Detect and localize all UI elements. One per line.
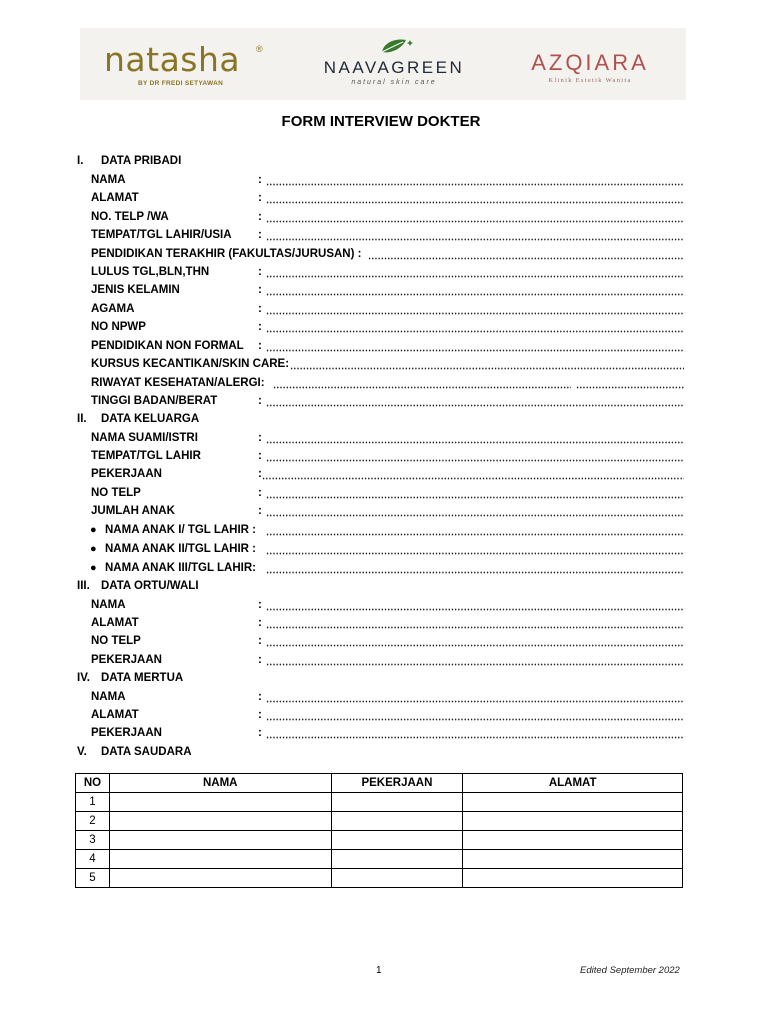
section-number: I. [77, 155, 84, 167]
natasha-logo [104, 40, 264, 90]
field-colon: : [258, 727, 262, 739]
field-colon: : [258, 266, 262, 278]
fill-in-line[interactable] [266, 596, 684, 614]
field-label: AGAMA [91, 303, 135, 315]
field-colon: : [258, 321, 262, 333]
field-colon: : [258, 599, 262, 611]
field-label: NAMA [91, 174, 126, 186]
natasha-logo-text: natasha [104, 40, 241, 79]
fill-in-line[interactable] [266, 281, 684, 299]
section-title: DATA SAUDARA [101, 746, 192, 758]
section-title: DATA MERTUA [101, 672, 184, 684]
field-label: PEKERJAAN [91, 468, 162, 480]
azqiara-logo-text: AZQIARA [531, 50, 649, 75]
field-colon: : [258, 617, 262, 629]
row-number: 2 [76, 812, 110, 831]
field-colon: : [258, 487, 262, 499]
field-colon: : [258, 468, 262, 480]
fill-in-line[interactable] [266, 502, 684, 520]
table-row [76, 850, 683, 869]
table-row [76, 869, 683, 888]
field-label: NO TELP [91, 635, 141, 647]
field-label: ALAMAT [91, 709, 139, 721]
fill-in-line[interactable] [266, 706, 684, 724]
section-number: IV. [77, 672, 91, 684]
field-label: JUMLAH ANAK [91, 505, 175, 517]
field-colon: : [258, 192, 262, 204]
edited-date: Edited September 2022 [580, 965, 680, 976]
section-number: V. [77, 746, 87, 758]
row-number: 3 [76, 831, 110, 850]
field-label: NO NPWP [91, 321, 146, 333]
fill-in-line[interactable] [266, 263, 684, 281]
field-label: RIWAYAT KESEHATAN/ALERGI: [91, 377, 265, 389]
nama-cell[interactable] [109, 869, 331, 888]
field-colon: : [258, 211, 262, 223]
table-row [76, 812, 683, 831]
alamat-cell[interactable] [463, 812, 683, 831]
fill-in-line[interactable] [266, 484, 684, 502]
field-label: ALAMAT [91, 192, 139, 204]
section-number: II. [77, 413, 87, 425]
fill-in-line[interactable] [266, 429, 684, 447]
section-number: III. [77, 580, 90, 592]
field-colon: : [258, 229, 262, 241]
field-label: JENIS KELAMIN [91, 284, 180, 296]
fill-in-line[interactable] [266, 189, 684, 207]
field-colon: : [258, 340, 262, 352]
fill-in-line[interactable] [266, 208, 684, 226]
fill-in-line[interactable] [266, 337, 684, 355]
fill-in-line[interactable] [266, 614, 684, 632]
pekerjaan-cell[interactable] [331, 869, 463, 888]
field-label: NAMA SUAMI/ISTRI [91, 432, 198, 444]
alamat-cell[interactable] [463, 831, 683, 850]
row-number: 5 [76, 869, 110, 888]
field-colon: : [258, 395, 262, 407]
alamat-cell[interactable] [463, 793, 683, 812]
row-number: 1 [76, 793, 110, 812]
field-label: LULUS TGL,BLN,THN [91, 266, 210, 278]
column-header-no: NO [76, 774, 110, 793]
column-header-nama: NAMA [109, 774, 331, 793]
field-label: NAMA ANAK I/ TGL LAHIR : [105, 524, 256, 536]
fill-in-line[interactable] [266, 688, 684, 706]
field-label: NAMA [91, 599, 126, 611]
saudara-table [75, 773, 683, 888]
leaf-icon [376, 36, 416, 56]
field-colon: : [258, 174, 262, 186]
row-number: 4 [76, 850, 110, 869]
field-colon: : [258, 505, 262, 517]
field-label: NAMA ANAK III/TGL LAHIR: [105, 562, 256, 574]
naavagreen-logo [306, 36, 482, 90]
field-label: NAMA [91, 691, 126, 703]
fill-in-line[interactable] [266, 651, 684, 669]
field-colon: : [258, 450, 262, 462]
fill-in-line[interactable] [368, 245, 684, 263]
field-label: TINGGI BADAN/BERAT [91, 395, 218, 407]
fill-in-line[interactable] [266, 540, 684, 558]
nama-cell[interactable] [109, 793, 331, 812]
field-colon: : [258, 303, 262, 315]
field-label: PEKERJAAN [91, 727, 162, 739]
fill-in-line[interactable] [576, 374, 684, 392]
field-label: NO. TELP /WA [91, 211, 169, 223]
section-title: DATA PRIBADI [101, 155, 182, 167]
column-header-pekerjaan: PEKERJAAN [331, 774, 463, 793]
field-label: PEKERJAAN [91, 654, 162, 666]
pekerjaan-cell[interactable] [331, 831, 463, 850]
fill-in-line[interactable] [266, 300, 684, 318]
field-colon: : [258, 709, 262, 721]
nama-cell[interactable] [109, 850, 331, 869]
table-row [76, 831, 683, 850]
fill-in-line[interactable] [266, 724, 684, 742]
field-colon: : [258, 654, 262, 666]
fill-in-line[interactable] [266, 632, 684, 650]
table-header-row [76, 774, 683, 793]
page-number: 1 [376, 965, 382, 976]
nama-cell[interactable] [109, 812, 331, 831]
bullet-icon: ● [90, 524, 97, 536]
field-label: NO TELP [91, 487, 141, 499]
nama-cell[interactable] [109, 831, 331, 850]
field-label: TEMPAT/TGL LAHIR [91, 450, 201, 462]
field-label: TEMPAT/TGL LAHIR/USIA [91, 229, 232, 241]
field-label: KURSUS KECANTIKAN/SKIN CARE: [91, 358, 290, 370]
registered-mark: ® [256, 44, 263, 54]
azqiara-logo [510, 50, 670, 90]
bullet-icon: ● [90, 543, 97, 555]
fill-in-line[interactable] [266, 559, 684, 577]
alamat-cell[interactable] [463, 850, 683, 869]
fill-in-line[interactable] [266, 171, 684, 189]
table-row [76, 793, 683, 812]
bullet-icon: ● [90, 562, 97, 574]
fill-in-line[interactable] [290, 355, 684, 373]
fill-in-line[interactable] [266, 318, 684, 336]
fill-in-line[interactable] [273, 374, 571, 392]
pekerjaan-cell[interactable] [331, 793, 463, 812]
form-title: FORM INTERVIEW DOKTER [281, 113, 481, 130]
alamat-cell[interactable] [463, 869, 683, 888]
fill-in-line[interactable] [266, 521, 684, 539]
section-title: DATA ORTU/WALI [101, 580, 199, 592]
section-title: DATA KELUARGA [101, 413, 200, 425]
naavagreen-logo-text: NAAVAGREEN [323, 58, 465, 77]
field-colon: : [258, 432, 262, 444]
fill-in-line[interactable] [266, 226, 684, 244]
azqiara-tagline: Klinik Estetik Wanita [548, 77, 632, 84]
field-label: PENDIDIKAN TERAKHIR (FAKULTAS/JURUSAN) : [91, 248, 362, 260]
field-label: ALAMAT [91, 617, 139, 629]
fill-in-line[interactable] [266, 447, 684, 465]
pekerjaan-cell[interactable] [331, 850, 463, 869]
naavagreen-tagline: natural skin care [351, 79, 437, 86]
field-label: NAMA ANAK II/TGL LAHIR : [105, 543, 256, 555]
field-colon: : [258, 284, 262, 296]
column-header-alamat: ALAMAT [463, 774, 683, 793]
fill-in-line[interactable] [262, 465, 684, 483]
field-label: PENDIDIKAN NON FORMAL [91, 340, 244, 352]
field-colon: : [258, 691, 262, 703]
field-colon: : [258, 635, 262, 647]
pekerjaan-cell[interactable] [331, 812, 463, 831]
fill-in-line[interactable] [266, 392, 684, 410]
natasha-tagline: BY DR FREDI SETYAWAN [138, 80, 224, 87]
